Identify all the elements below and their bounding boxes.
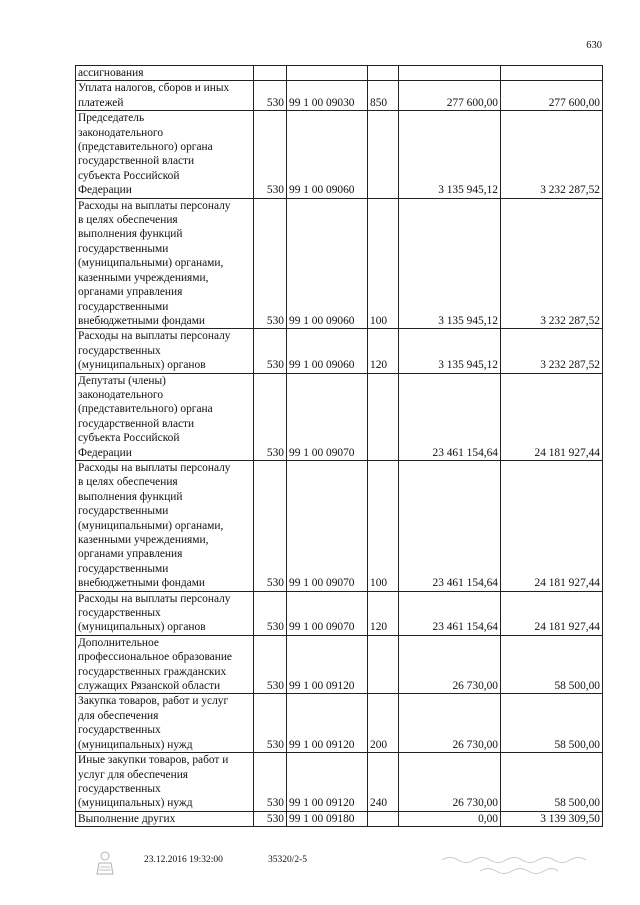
table-row (76, 811, 603, 826)
target-article-code: 99 1 00 09120 (287, 694, 368, 753)
ved-code: 530 (254, 811, 287, 826)
amount-2017: 277 600,00 (399, 81, 501, 111)
expense-type-code: 120 (368, 591, 399, 635)
ved-code: 530 (254, 81, 287, 111)
amount-2017: 3 135 945,12 (399, 198, 501, 329)
faint-signature-text (440, 852, 590, 878)
amount-2018: 24 181 927,44 (501, 373, 603, 460)
amount-2017: 3 135 945,12 (399, 111, 501, 198)
ved-code: 530 (254, 329, 287, 373)
table-row (76, 111, 603, 198)
row-name: Расходы на выплаты персоналу в целях обеспечения выполнения функций государственными (муниципальными) органами, казенными учреждениями, органами управления государственными внебюджетными фондами (76, 198, 254, 329)
ved-code: 530 (254, 591, 287, 635)
expense-type-code: 850 (368, 81, 399, 111)
amount-2017: 26 730,00 (399, 635, 501, 694)
row-name: Закупка товаров, работ и услуг для обеспечения государственных (муниципальных) нужд (76, 694, 254, 753)
target-article-code: 99 1 00 09070 (287, 373, 368, 460)
table-row (76, 66, 603, 81)
target-article-code: 99 1 00 09070 (287, 591, 368, 635)
row-name: Дополнительное профессиональное образование государственных гражданских служащих Рязанской области (76, 635, 254, 694)
row-name: Депутаты (члены) законодательного (представительного) органа государственной власти субъекта Российской Федерации (76, 373, 254, 460)
amount-2017: 23 461 154,64 (399, 373, 501, 460)
amount-2018: 277 600,00 (501, 81, 603, 111)
target-article-code: 99 1 00 09030 (287, 81, 368, 111)
table-row (76, 373, 603, 460)
target-article-code: 99 1 00 09120 (287, 753, 368, 812)
table-row (76, 329, 603, 373)
amount-2018: 58 500,00 (501, 753, 603, 812)
amount-2017: 23 461 154,64 (399, 460, 501, 591)
amount-2018: 3 232 287,52 (501, 111, 603, 198)
amount-2017: 0,00 (399, 811, 501, 826)
target-article-code: 99 1 00 09070 (287, 460, 368, 591)
expense-type-code (368, 111, 399, 198)
ved-code: 530 (254, 753, 287, 812)
row-name: Председатель законодательного (представительного) органа государственной власти субъекта Российской Федерации (76, 111, 254, 198)
target-article-code (287, 66, 368, 81)
table-row (76, 753, 603, 812)
ved-code: 530 (254, 198, 287, 329)
expense-type-code: 240 (368, 753, 399, 812)
amount-2017: 3 135 945,12 (399, 329, 501, 373)
row-name: Выполнение других (76, 811, 254, 826)
row-name: Иные закупки товаров, работ и услуг для обеспечения государственных (муниципальных) нужд (76, 753, 254, 812)
footer (0, 850, 640, 890)
table-row (76, 591, 603, 635)
ved-code: 530 (254, 111, 287, 198)
table-row (76, 694, 603, 753)
target-article-code: 99 1 00 09060 (287, 329, 368, 373)
row-name: Расходы на выплаты персоналу в целях обеспечения выполнения функций государственными (муниципальными) органами, казенными учреждениями, органами управления государственными внебюджетными фондами (76, 460, 254, 591)
amount-2018: 3 232 287,52 (501, 329, 603, 373)
amount-2017: 26 730,00 (399, 694, 501, 753)
target-article-code: 99 1 00 09060 (287, 111, 368, 198)
expense-type-code: 100 (368, 198, 399, 329)
amount-2018: 24 181 927,44 (501, 591, 603, 635)
amount-2018: 3 232 287,52 (501, 198, 603, 329)
amount-2017 (399, 66, 501, 81)
expense-type-code (368, 373, 399, 460)
table-row (76, 460, 603, 591)
table-row (76, 198, 603, 329)
row-name: Расходы на выплаты персоналу государственных (муниципальных) органов (76, 591, 254, 635)
target-article-code: 99 1 00 09120 (287, 635, 368, 694)
amount-2017: 26 730,00 (399, 753, 501, 812)
target-article-code: 99 1 00 09060 (287, 198, 368, 329)
footer-datetime: 23.12.2016 19:32:00 (144, 855, 223, 865)
row-name: Уплата налогов, сборов и иных платежей (76, 81, 254, 111)
expense-type-code (368, 66, 399, 81)
table-row (76, 81, 603, 111)
table-row (76, 635, 603, 694)
ved-code: 530 (254, 460, 287, 591)
expense-type-code: 200 (368, 694, 399, 753)
stamp-icon (94, 850, 116, 878)
expense-type-code (368, 635, 399, 694)
ved-code: 530 (254, 373, 287, 460)
expense-type-code: 100 (368, 460, 399, 591)
expense-type-code (368, 811, 399, 826)
ved-code: 530 (254, 694, 287, 753)
page-number: 630 (586, 40, 602, 51)
expense-type-code: 120 (368, 329, 399, 373)
ved-code (254, 66, 287, 81)
row-name: ассигнования (76, 66, 254, 81)
amount-2018: 58 500,00 (501, 694, 603, 753)
ved-code: 530 (254, 635, 287, 694)
amount-2018: 24 181 927,44 (501, 460, 603, 591)
target-article-code: 99 1 00 09180 (287, 811, 368, 826)
amount-2018: 3 139 309,50 (501, 811, 603, 826)
budget-table (75, 65, 603, 827)
amount-2018 (501, 66, 603, 81)
footer-doc-number: 35320/2-5 (268, 855, 308, 865)
amount-2018: 58 500,00 (501, 635, 603, 694)
row-name: Расходы на выплаты персоналу государственных (муниципальных) органов (76, 329, 254, 373)
amount-2017: 23 461 154,64 (399, 591, 501, 635)
